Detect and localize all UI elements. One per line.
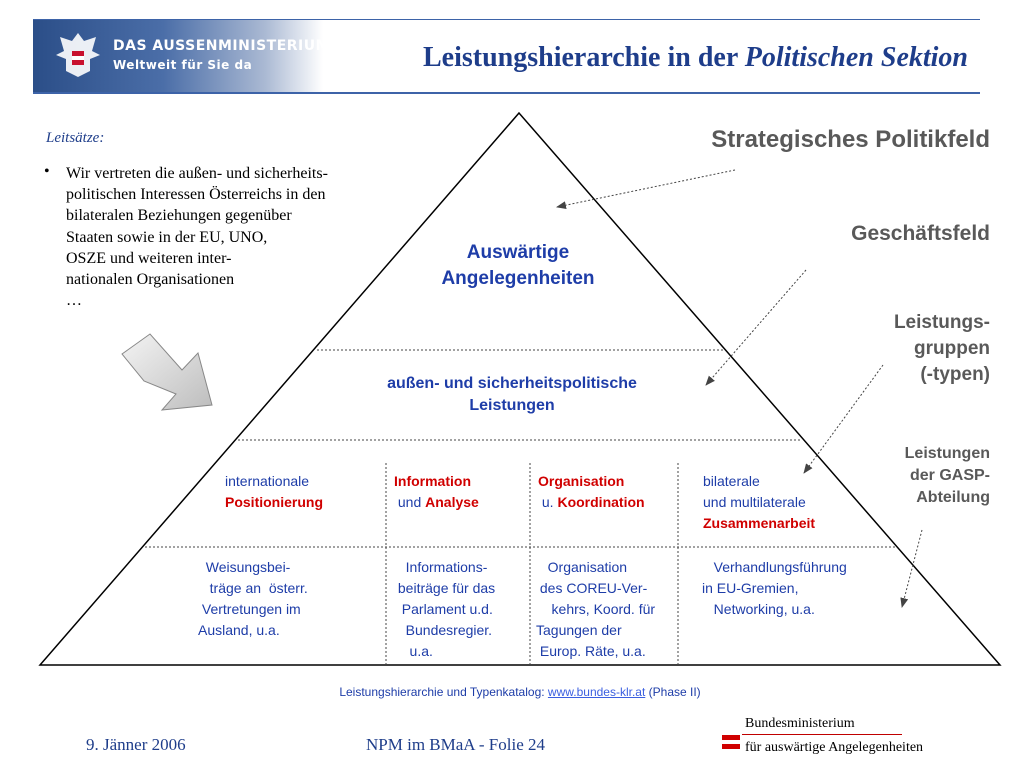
banner-subtitle: Weltweit für Sie da bbox=[113, 58, 253, 72]
tier-strategic-field: Auswärtige Angelegenheiten bbox=[441, 242, 595, 289]
ministry-name-line1: Bundesministerium bbox=[745, 716, 855, 731]
ministry-rule bbox=[742, 734, 902, 735]
footer-date: 9. Jänner 2006 bbox=[86, 735, 186, 754]
pointer-geschaeftsfeld bbox=[706, 270, 806, 385]
leitsaetze-label: Leitsätze: bbox=[46, 130, 105, 146]
pg2-word1: Information bbox=[394, 473, 471, 489]
pg1-line1: internationale bbox=[225, 473, 310, 489]
banner-title: DAS AUSSENMINISTERIUM bbox=[113, 38, 331, 54]
tier-business-field: außen- und sicherheitspolitische Leistungen bbox=[387, 375, 637, 414]
pointer-gasp bbox=[902, 530, 922, 607]
gasp-task-coreu: Organisation des COREU-Ver- kehrs, Koord. für Tagungen der Europ. Räte, u.a. bbox=[536, 559, 656, 659]
leitsaetze-text: Wir vertreten die außen- und sicherheits- politischen Interessen Österreichs in den bilateralen Beziehungen gegenüber Staaten sowie in der EU, UNO, OSZE und weiteren inter- nationalen Organisationen … bbox=[66, 165, 328, 310]
caption bbox=[230, 685, 810, 699]
pg3-word2: Koordination bbox=[557, 494, 645, 510]
big-arrow-icon bbox=[122, 334, 212, 410]
level-label-geschaeftsfeld: Geschäftsfeld bbox=[851, 222, 990, 245]
gasp-task-weisungsbeitraege: Weisungsbei- träge an österr. Vertretungen im Ausland, u.a. bbox=[198, 559, 308, 638]
pg3-word1: Organisation bbox=[538, 473, 625, 489]
caption-link[interactable]: www.bundes-klr.at bbox=[547, 685, 646, 699]
pg4-line1: bilaterale bbox=[703, 473, 760, 489]
caption-prefix: Leistungshierarchie und Typenkatalog: bbox=[339, 685, 548, 699]
gasp-task-verhandlungsfuehrung: Verhandlungsführung in EU-Gremien, Networking, u.a. bbox=[702, 559, 847, 617]
ministry-name-line2: für auswärtige Angelegenheiten bbox=[745, 740, 924, 755]
level-label-leistungsgruppen: Leistungs- gruppen (-typen) bbox=[893, 312, 990, 385]
performance-group-information bbox=[394, 471, 479, 513]
pg4-line2: und multilaterale bbox=[703, 494, 806, 510]
performance-group-zusammenarbeit bbox=[703, 471, 815, 534]
pointer-strategisch bbox=[557, 170, 735, 207]
pg2-word2: Analyse bbox=[425, 494, 479, 510]
pg2-conj: und bbox=[397, 494, 422, 510]
level-label-gasp: Leistungen der GASP- Abteilung bbox=[904, 445, 990, 506]
bullet: • bbox=[44, 163, 50, 180]
slide-title-italic: Politischen Sektion bbox=[744, 42, 968, 73]
austrian-flag-icon bbox=[722, 734, 740, 750]
pg3-conj: u. bbox=[541, 494, 554, 510]
gasp-task-informationsbeitraege: Informations- beiträge für das Parlament u.d. Bundesregier. u.a. bbox=[397, 559, 496, 659]
footer-slide-number: NPM im BMaA - Folie 24 bbox=[366, 735, 545, 754]
pg4-line3: Zusammenarbeit bbox=[703, 515, 816, 531]
performance-group-positionierung bbox=[225, 471, 323, 513]
caption-suffix: (Phase II) bbox=[645, 685, 701, 699]
level-label-strategisch: Strategisches Politikfeld bbox=[711, 126, 990, 153]
pg1-line2: Positionierung bbox=[225, 494, 323, 510]
performance-group-organisation bbox=[538, 471, 645, 513]
slide-title-regular: Leistungshierarchie in der bbox=[422, 42, 745, 73]
